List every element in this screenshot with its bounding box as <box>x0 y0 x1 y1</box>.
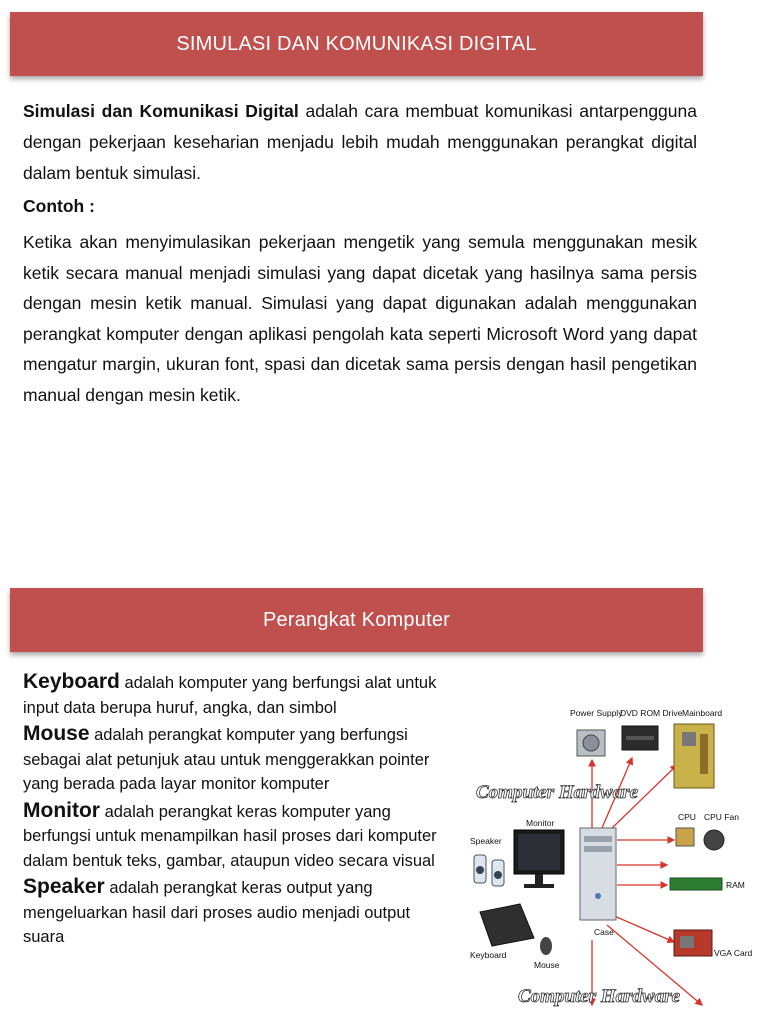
watermark-top: Computer Hardware <box>476 782 639 803</box>
hardware-list <box>23 670 443 952</box>
intro-paragraph <box>23 96 697 189</box>
section-title-banner <box>10 12 703 76</box>
ram-image <box>670 878 722 890</box>
label-speaker: Speaker <box>470 836 502 846</box>
example-label: Contoh : <box>23 196 95 216</box>
list-item-speaker <box>23 875 443 950</box>
hardware-title: Perangkat Komputer <box>262 608 451 631</box>
computer-hardware-figure <box>462 700 768 1024</box>
list-item-monitor <box>23 799 443 874</box>
mouse-image <box>540 937 552 955</box>
label-ram: RAM <box>726 880 745 890</box>
dvd-drive-image <box>622 726 658 750</box>
label-cpu: CPU <box>678 812 696 822</box>
mainboard-image <box>674 724 714 788</box>
label-mainboard: Mainboard <box>682 708 723 718</box>
hardware-title-banner <box>10 588 703 652</box>
label-mouse: Mouse <box>534 960 560 970</box>
example-paragraph: Ketika akan menyimulasikan pekerjaan mengetik yang semula menggunakan mesik ketik secara manual menjadi simulasi yang dapat dicetak yang hasilnya sama persis dengan mesin ketik manual. Simulasi yang dapat digunakan adalah menggunakan perangkat komputer dengan aplikasi pengolah kata seperti Microsoft Word yang dapat mengatur margin, ukuran font, spasi dan dicetak sama persis dengan hasil pengetikan manual dengan mesin ketik. <box>23 232 697 405</box>
item-text: adalah perangkat komputer yang berfungsi sebagai alat petunjuk atau untuk menggerakkan pointer yang berada pada layar monitor komputer <box>23 726 430 793</box>
item-text: adalah perangkat keras output yang mengeluarkan hasil dari proses audio menjadi output suara <box>23 879 411 946</box>
watermark-bottom: Computer Hardware <box>518 986 681 1007</box>
list-item-keyboard <box>23 670 443 720</box>
label-monitor: Monitor <box>526 818 555 828</box>
item-term: Speaker <box>23 875 105 898</box>
keyboard-image <box>480 904 534 946</box>
item-term: Keyboard <box>23 670 120 693</box>
intro-term: Simulasi dan Komunikasi Digital <box>23 101 299 121</box>
case-image <box>580 828 616 920</box>
item-term: Monitor <box>23 798 100 822</box>
label-cpu-fan: CPU Fan <box>704 812 739 822</box>
cpu-image <box>676 828 724 850</box>
intro-text: adalah cara membuat komunikasi antarpengguna dengan pekerjaan keseharian menjadu lebih mudah menggunakan perangkat digital dalam bentuk simulasi. <box>23 101 697 183</box>
label-power-supply: Power Supply <box>570 708 623 718</box>
power-supply-image <box>577 730 605 756</box>
label-keyboard: Keyboard <box>470 950 507 960</box>
item-text: adalah komputer yang berfungsi alat untuk input data berupa huruf, angka, dan simbol <box>23 674 437 717</box>
item-text: adalah perangkat keras komputer yang berfungsi untuk menampilkan hasil proses dari komputer dalam bentuk teks, gambar, ataupun video secara visual <box>23 802 437 870</box>
list-item-mouse <box>23 722 443 797</box>
label-vga-card: VGA Card <box>714 948 753 958</box>
item-term: Mouse <box>23 722 90 745</box>
section-title: SIMULASI DAN KOMUNIKASI DIGITAL <box>176 32 537 55</box>
vga-card-image <box>674 930 712 956</box>
speaker-image <box>474 855 504 886</box>
label-case: Case <box>594 927 614 937</box>
label-dvd-rom: DVD ROM Drive <box>620 708 683 718</box>
monitor-image <box>514 830 564 888</box>
